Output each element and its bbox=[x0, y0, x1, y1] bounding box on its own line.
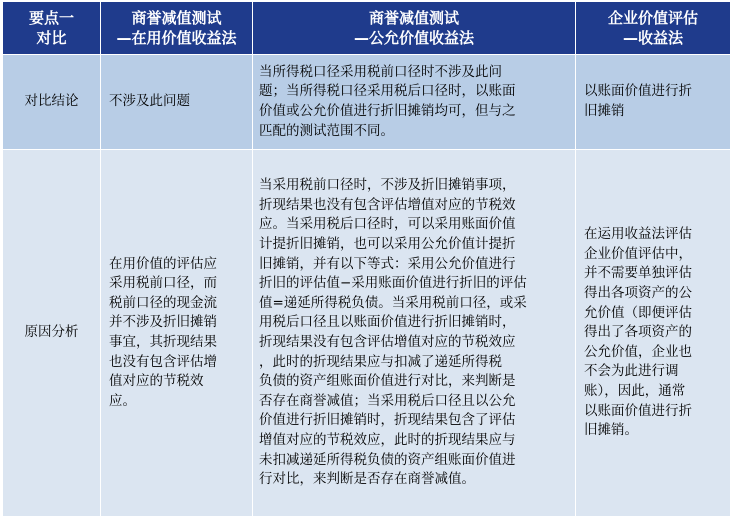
table-row bbox=[3, 150, 731, 517]
cell-fair-value: 当采用税前口径时，不涉及折旧摊销事项， 折现结果也没有包含评估增值对应的节税效 应。当采用税后口径时，可以采用账面价值 计提折旧摊销，也可以采用公允价值计提折 旧摊销，并有以下等式：采用公允价值进行 折旧的评估值−采用账面价值进行折旧的评估 值=递延所得税负债。当采用税前口径，或采 用税后口径且以账面价值进行折旧摊销时， 折现结果没有包含评估增值对应的节税效应 ，此时的折现结果应与扣减了递延所得税 负债的资产组账面价值进行对比，来判断是 否存在商誉减值；当采用税后口径且以公允 价值进行折旧摊销时，折现结果包含了评估 增值对应的节税效应，此时的折现结果应与 未扣减递延所得税负债的资产组账面价值进 行对比，来判断是否存在商誉减值。 bbox=[253, 150, 576, 517]
row-label-conclusion: 对比结论 bbox=[3, 55, 101, 150]
cell-value-in-use: 不涉及此问题 bbox=[101, 55, 253, 150]
cell-enterprise-valuation: 以账面价值进行折 旧摊销 bbox=[576, 55, 731, 150]
cell-fair-value: 当所得税口径采用税前口径时不涉及此问 题；当所得税口径采用税后口径时，以账面 价值或公允价值进行折旧摊销均可，但与之 匹配的测试范围不同。 bbox=[253, 55, 576, 150]
header-fair-value: 商誉减值测试 —公允价值收益法 bbox=[253, 2, 576, 55]
header-value-in-use: 商誉减值测试 —在用价值收益法 bbox=[101, 2, 253, 55]
comparison-table bbox=[2, 1, 731, 517]
table-row bbox=[3, 55, 731, 150]
row-label-reason: 原因分析 bbox=[3, 150, 101, 517]
header-key-point: 要点一 对比 bbox=[3, 2, 101, 55]
cell-value-in-use: 在用价值的评估应 采用税前口径，而 税前口径的现金流 并不涉及折旧摊销 事宜，其折现结果 也没有包含评估增 值对应的节税效 应。 bbox=[101, 150, 253, 517]
header-row bbox=[3, 2, 731, 55]
header-enterprise-valuation: 企业价值评估 —收益法 bbox=[576, 2, 731, 55]
cell-enterprise-valuation: 在运用收益法评估 企业价值评估中， 并不需要单独评估 得出各项资产的公 允价值（即便评估 得出了各项资产的 公允价值，企业也 不会为此进行调 账），因此，通常 以账面价值进行折 旧摊销。 bbox=[576, 150, 731, 517]
